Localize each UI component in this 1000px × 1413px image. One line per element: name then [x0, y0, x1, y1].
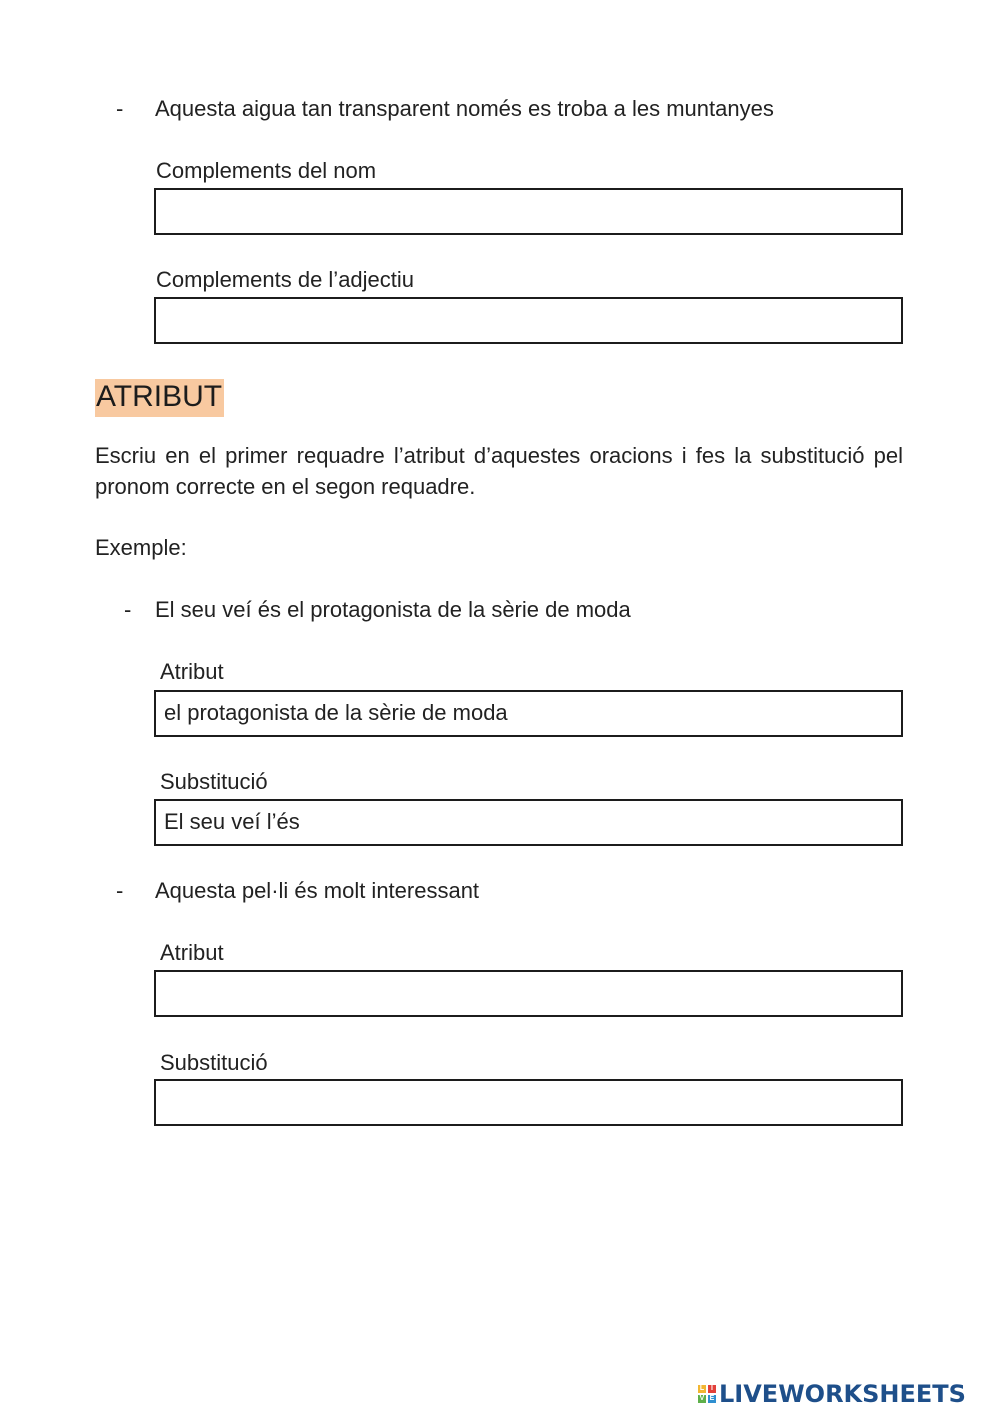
sentence-1: Aquesta aigua tan transparent només es troba a les muntanyes — [155, 96, 774, 121]
bullet-dash: - — [116, 878, 124, 903]
label-substitucio: Substitució — [160, 1050, 268, 1075]
brand-name: LIVEWORKSHEETS — [719, 1380, 966, 1408]
logo-letter: L — [699, 1385, 705, 1392]
instruction-text: Escriu en el primer requadre l’atribut d’aquestes oracions i fes la substitució pel pronom correcte en el segon requadre. — [95, 443, 903, 499]
example-label: Exemple: — [95, 535, 187, 560]
label-atribut: Atribut — [160, 659, 224, 684]
logo-letter: I — [708, 1385, 716, 1393]
liveworksheets-logo — [698, 1379, 966, 1409]
bullet-dash: - — [124, 597, 132, 622]
example-atribut-box — [154, 690, 903, 737]
logo-letter: E — [709, 1395, 715, 1402]
complements-nom-input[interactable] — [154, 188, 903, 235]
complements-adjectiu-input[interactable] — [154, 297, 903, 344]
label-complements-adjectiu: Complements de l’adjectiu — [156, 267, 415, 292]
label-complements-nom: Complements del nom — [156, 158, 377, 183]
bullet-dash: - — [116, 96, 124, 121]
substitucio-input[interactable] — [154, 1079, 903, 1126]
label-substitucio: Substitució — [160, 769, 268, 794]
example-substitucio-box — [154, 799, 903, 846]
section-heading-atribut: ATRIBUT — [95, 379, 224, 417]
label-atribut: Atribut — [160, 940, 224, 965]
example-atribut-value: el protagonista de la sèrie de moda — [164, 700, 508, 725]
logo-mark-icon — [698, 1385, 716, 1403]
atribut-input[interactable] — [154, 970, 903, 1017]
logo-letter: V — [699, 1395, 705, 1402]
example-substitucio-value: El seu veí l’és — [164, 809, 300, 834]
exercise-sentence: Aquesta pel·li és molt interessant — [155, 878, 480, 903]
example-sentence: El seu veí és el protagonista de la sèrie de moda — [155, 597, 631, 622]
